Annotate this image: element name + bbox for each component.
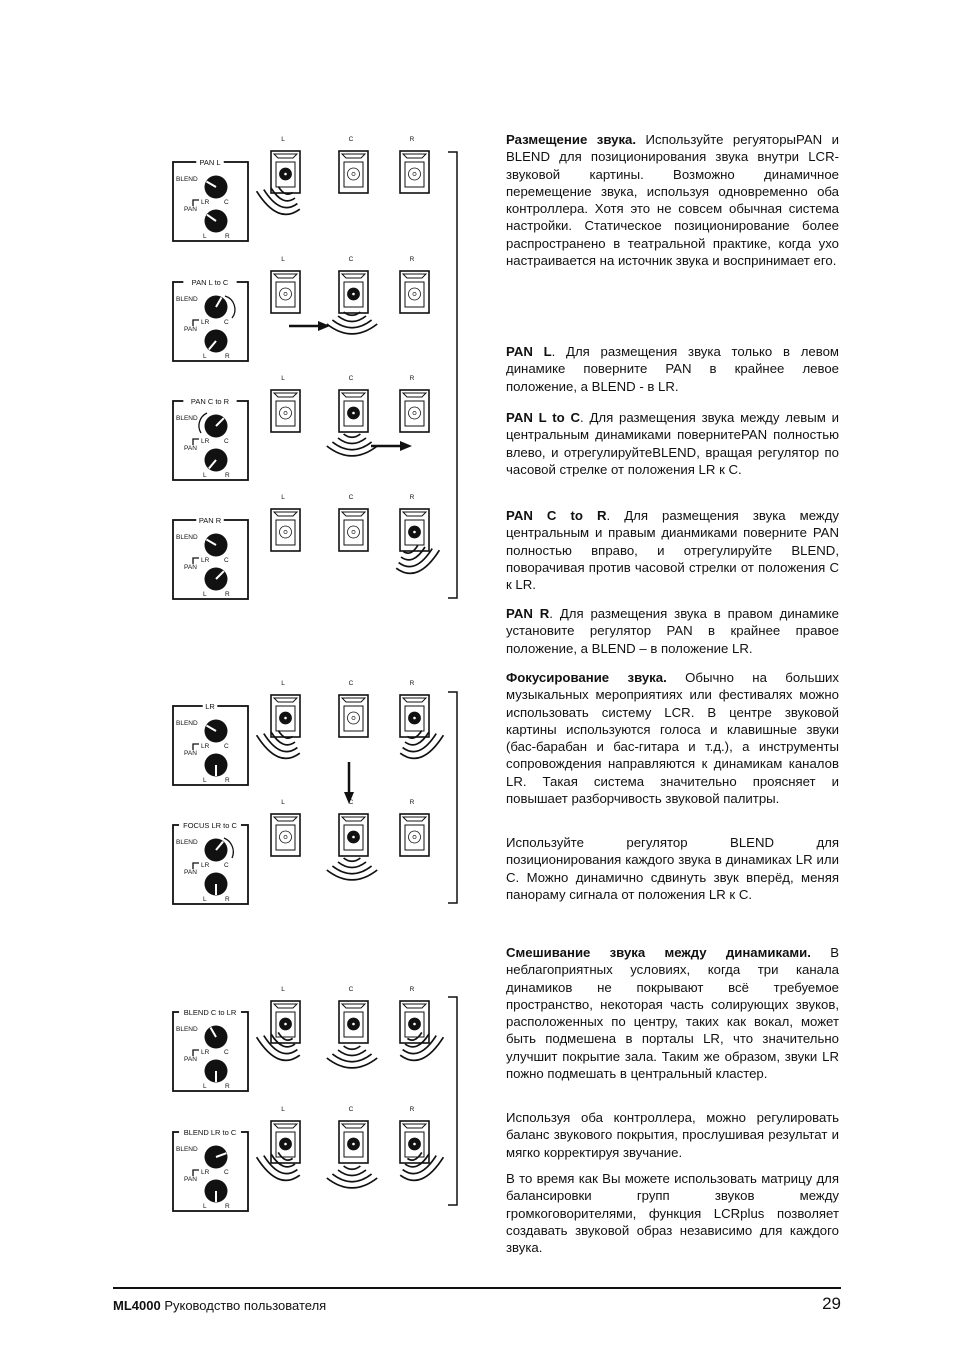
c-label: C <box>224 862 229 869</box>
speaker-label: C <box>348 256 354 263</box>
l-label: L <box>203 896 207 903</box>
panel-title: PAN L <box>199 158 221 167</box>
wave-arc <box>338 862 366 868</box>
group-bracket <box>448 152 457 598</box>
heading-pan-l-to-c: PAN L to C <box>506 410 580 425</box>
speaker-dust-cap <box>413 1142 416 1145</box>
speaker-label: R <box>409 136 415 143</box>
control-panel <box>173 701 248 785</box>
l-label: L <box>203 1083 207 1090</box>
l-label: L <box>203 591 207 598</box>
speaker-label: C <box>348 1106 354 1113</box>
r-label: R <box>225 896 230 903</box>
speaker-label: C <box>348 375 354 382</box>
section-matrix: В то время как Вы можете использовать матрицу для балансировки групп звуков между громкоговорителями, функция LCRplus позволяет создавать звуковой образ независимо для каждого звука. <box>506 1171 839 1256</box>
control-panel <box>173 515 248 599</box>
heading-sound-placement: Размещение звука. <box>506 132 637 147</box>
pan-label: PAN <box>184 564 197 571</box>
heading-mixing: Смешивание звука между динамиками. <box>506 945 811 960</box>
speaker-label: R <box>409 986 415 993</box>
l-label: L <box>203 233 207 240</box>
lr-label: LR <box>201 557 210 564</box>
l-label: L <box>203 472 207 479</box>
r-label: R <box>225 353 230 360</box>
sound-waves <box>327 434 377 456</box>
r-label: R <box>225 472 230 479</box>
lr-label: LR <box>201 1049 210 1056</box>
wave-arc <box>396 550 439 573</box>
speaker-row <box>271 1106 429 1163</box>
heading-focus: Фокусирование звука. <box>506 670 667 685</box>
lr-label: LR <box>201 1169 210 1176</box>
control-panel <box>173 1127 248 1211</box>
speaker-dust-cap <box>352 1142 355 1145</box>
l-label: L <box>203 1203 207 1210</box>
r-label: R <box>225 233 230 240</box>
r-label: R <box>225 777 230 784</box>
speaker-label: C <box>348 136 354 143</box>
blend-label: BLEND <box>176 720 198 727</box>
blend-label: BLEND <box>176 1146 198 1153</box>
r-label: R <box>225 1083 230 1090</box>
speaker-label: R <box>409 375 415 382</box>
section-pan-l-to-c: PAN L to C. Для размещения звука между левым и центральным динамиками повернитеPAN полностью влево, и отрегулируйтеBLEND, вращая регулятор по часовой стрелке от положения LR к С. <box>506 410 839 477</box>
wave-arc <box>257 191 300 214</box>
blend-label: BLEND <box>176 839 198 846</box>
speaker-label: R <box>409 494 415 501</box>
speaker-dust-cap <box>284 172 287 175</box>
footer-model: ML4000 <box>113 1298 161 1313</box>
wave-arc <box>400 735 443 758</box>
speaker-label: L <box>281 256 285 263</box>
heading-pan-c-to-r: PAN C to R <box>506 508 607 523</box>
wave-arc <box>344 434 361 437</box>
section-mixing-controls: Используя оба контроллера, можно регулировать баланс звукового покрытия, прослушивая результат и мягко корректируя звучание. <box>506 1110 839 1160</box>
speaker-label: L <box>281 1106 285 1113</box>
sound-waves <box>327 858 377 880</box>
c-label: C <box>224 557 229 564</box>
speaker-row <box>271 680 429 737</box>
control-panel <box>173 277 248 361</box>
speaker-label: R <box>409 256 415 263</box>
blend-label: BLEND <box>176 1026 198 1033</box>
pan-label: PAN <box>184 1176 197 1183</box>
speaker-dust-cap <box>352 292 355 295</box>
panel-title: FOCUS LR to C <box>183 821 237 830</box>
footer-rule <box>113 1287 841 1289</box>
page-number: 29 <box>822 1294 841 1313</box>
wave-arc <box>338 438 366 444</box>
control-panel <box>173 820 248 904</box>
wave-arc <box>327 1178 377 1188</box>
group-bracket <box>448 997 457 1205</box>
speaker-dust-cap <box>284 716 287 719</box>
wave-arc <box>327 870 377 880</box>
speaker-label: L <box>281 799 285 806</box>
motion-arrow-head <box>400 441 412 451</box>
panel-title: PAN L to C <box>191 278 229 287</box>
speaker-dust-cap <box>413 1022 416 1025</box>
speaker-dust-cap <box>284 1142 287 1145</box>
speaker-label: R <box>409 680 415 687</box>
speaker-row <box>271 494 429 551</box>
l-label: L <box>203 777 207 784</box>
c-label: C <box>224 1049 229 1056</box>
panel-title: BLEND C to LR <box>183 1008 237 1017</box>
wave-arc <box>338 316 366 322</box>
speaker-label: C <box>348 799 354 806</box>
pan-label: PAN <box>184 445 197 452</box>
control-panel <box>173 396 248 480</box>
sound-waves <box>327 1046 377 1068</box>
c-label: C <box>224 743 229 750</box>
footer-title: ML4000 Руководство пользователя <box>113 1298 327 1313</box>
speaker-label: C <box>348 680 354 687</box>
section-pan-l: PAN L. Для размещения звука только в левом динамике поверните PAN в крайнее левое положение, а BLEND - в LR. <box>506 344 839 394</box>
blend-label: BLEND <box>176 176 198 183</box>
speaker-label: L <box>281 136 285 143</box>
lr-label: LR <box>201 862 210 869</box>
panel-title: LR <box>205 702 215 711</box>
pan-label: PAN <box>184 750 197 757</box>
c-label: C <box>224 319 229 326</box>
speaker-row <box>271 375 429 432</box>
speaker-row <box>271 986 429 1043</box>
speaker-label: L <box>281 986 285 993</box>
speaker-row <box>271 256 429 313</box>
l-label: L <box>203 353 207 360</box>
wave-arc <box>327 324 377 334</box>
panel-title: BLEND LR to C <box>183 1128 237 1137</box>
sound-waves <box>327 312 377 334</box>
wave-arc <box>344 1166 361 1169</box>
speaker-row <box>271 136 429 193</box>
wave-arc <box>344 858 361 861</box>
wave-arc <box>338 1170 366 1176</box>
speaker-row <box>271 799 429 856</box>
speaker-label: C <box>348 986 354 993</box>
wave-arc <box>344 1046 361 1049</box>
panel-title: PAN C to R <box>190 397 230 406</box>
sound-waves <box>327 1166 377 1188</box>
c-label: C <box>224 199 229 206</box>
control-panel <box>173 1007 248 1091</box>
speaker-dust-cap <box>352 835 355 838</box>
r-label: R <box>225 591 230 598</box>
lr-label: LR <box>201 199 210 206</box>
panel-title: PAN R <box>198 516 222 525</box>
section-pan-r: PAN R. Для размещения звука в правом динамике установите регулятор PAN в крайнее правое положение, а BLEND – в положение LR. <box>506 606 839 656</box>
section-focus-blend: Используйте регулятор BLEND для позиционирования каждого звука в динамиках LR или С. Можно динамично сдвинуть звук вперёд, меняя панораму сигнала от положения LR к С. <box>506 835 839 902</box>
motion-arrow-head <box>318 321 330 331</box>
lr-label: LR <box>201 438 210 445</box>
blend-label: BLEND <box>176 296 198 303</box>
blend-label: BLEND <box>176 415 198 422</box>
wave-arc <box>327 446 377 456</box>
wave-arc <box>257 735 300 758</box>
c-label: C <box>224 438 229 445</box>
speaker-label: L <box>281 680 285 687</box>
speaker-label: L <box>281 375 285 382</box>
blend-label: BLEND <box>176 534 198 541</box>
heading-pan-r: PAN R <box>506 606 550 621</box>
section-focus: Фокусирование звука. Обычно на больших музыкальных мероприятиях или фестивалях можно использовать систему LCR. В центре звуковой картины используются голоса и клавишные звуки (бас-барабан и бас-гитара и т.д.), а инструменты сопровождения направляются к динамикам каналов LR. Такая система значительно проясняет и повышает разборчивость звуковой палитры. <box>506 670 839 807</box>
control-panel <box>173 157 248 241</box>
speaker-dust-cap <box>352 1022 355 1025</box>
group-bracket <box>448 692 457 903</box>
wave-arc <box>327 1058 377 1068</box>
speaker-label: L <box>281 494 285 501</box>
speaker-dust-cap <box>413 530 416 533</box>
lr-label: LR <box>201 743 210 750</box>
heading-pan-l: PAN L <box>506 344 552 359</box>
pan-label: PAN <box>184 869 197 876</box>
r-label: R <box>225 1203 230 1210</box>
speaker-dust-cap <box>413 716 416 719</box>
speaker-dust-cap <box>352 411 355 414</box>
section-sound-placement: Размещение звука. Используйте регуяторыPAN и BLEND для позиционирования звука внутри LCR-звуковой картины. Возможно динамичное перемещение звука, используя одновременно оба контроллера. Хотя это не совсем обычная система настройки. Статическое позиционирование более распространено в театральной практике, когда ухо настраивается на источник звука и воспринимает его. <box>506 132 839 269</box>
speaker-label: C <box>348 494 354 501</box>
speaker-dust-cap <box>284 1022 287 1025</box>
pan-label: PAN <box>184 206 197 213</box>
section-pan-c-to-r: PAN C to R. Для размещения звука между центральным и правым дианмиками поверните PAN полностью вправо, и отрегулируйте BLEND, поворачивая против часовой стрелки от положения С к LR. <box>506 508 839 593</box>
pan-label: PAN <box>184 1056 197 1063</box>
c-label: C <box>224 1169 229 1176</box>
wave-arc <box>338 1050 366 1056</box>
section-mixing: Смешивание звука между динамиками. В неблагоприятных условиях, когда три канала динамиков не покрывают всё требуемое пространство, некоторая часть солирующих звуков, расположенных по центру, таких как вокал, может быть подмешена в порталы LR, что значительно улучшит покрытие зала. Таким же образом, звуки LR пожно подмешать в центральный кластер. <box>506 945 839 1082</box>
speaker-label: R <box>409 1106 415 1113</box>
pan-label: PAN <box>184 326 197 333</box>
speaker-label: R <box>409 799 415 806</box>
lr-label: LR <box>201 319 210 326</box>
